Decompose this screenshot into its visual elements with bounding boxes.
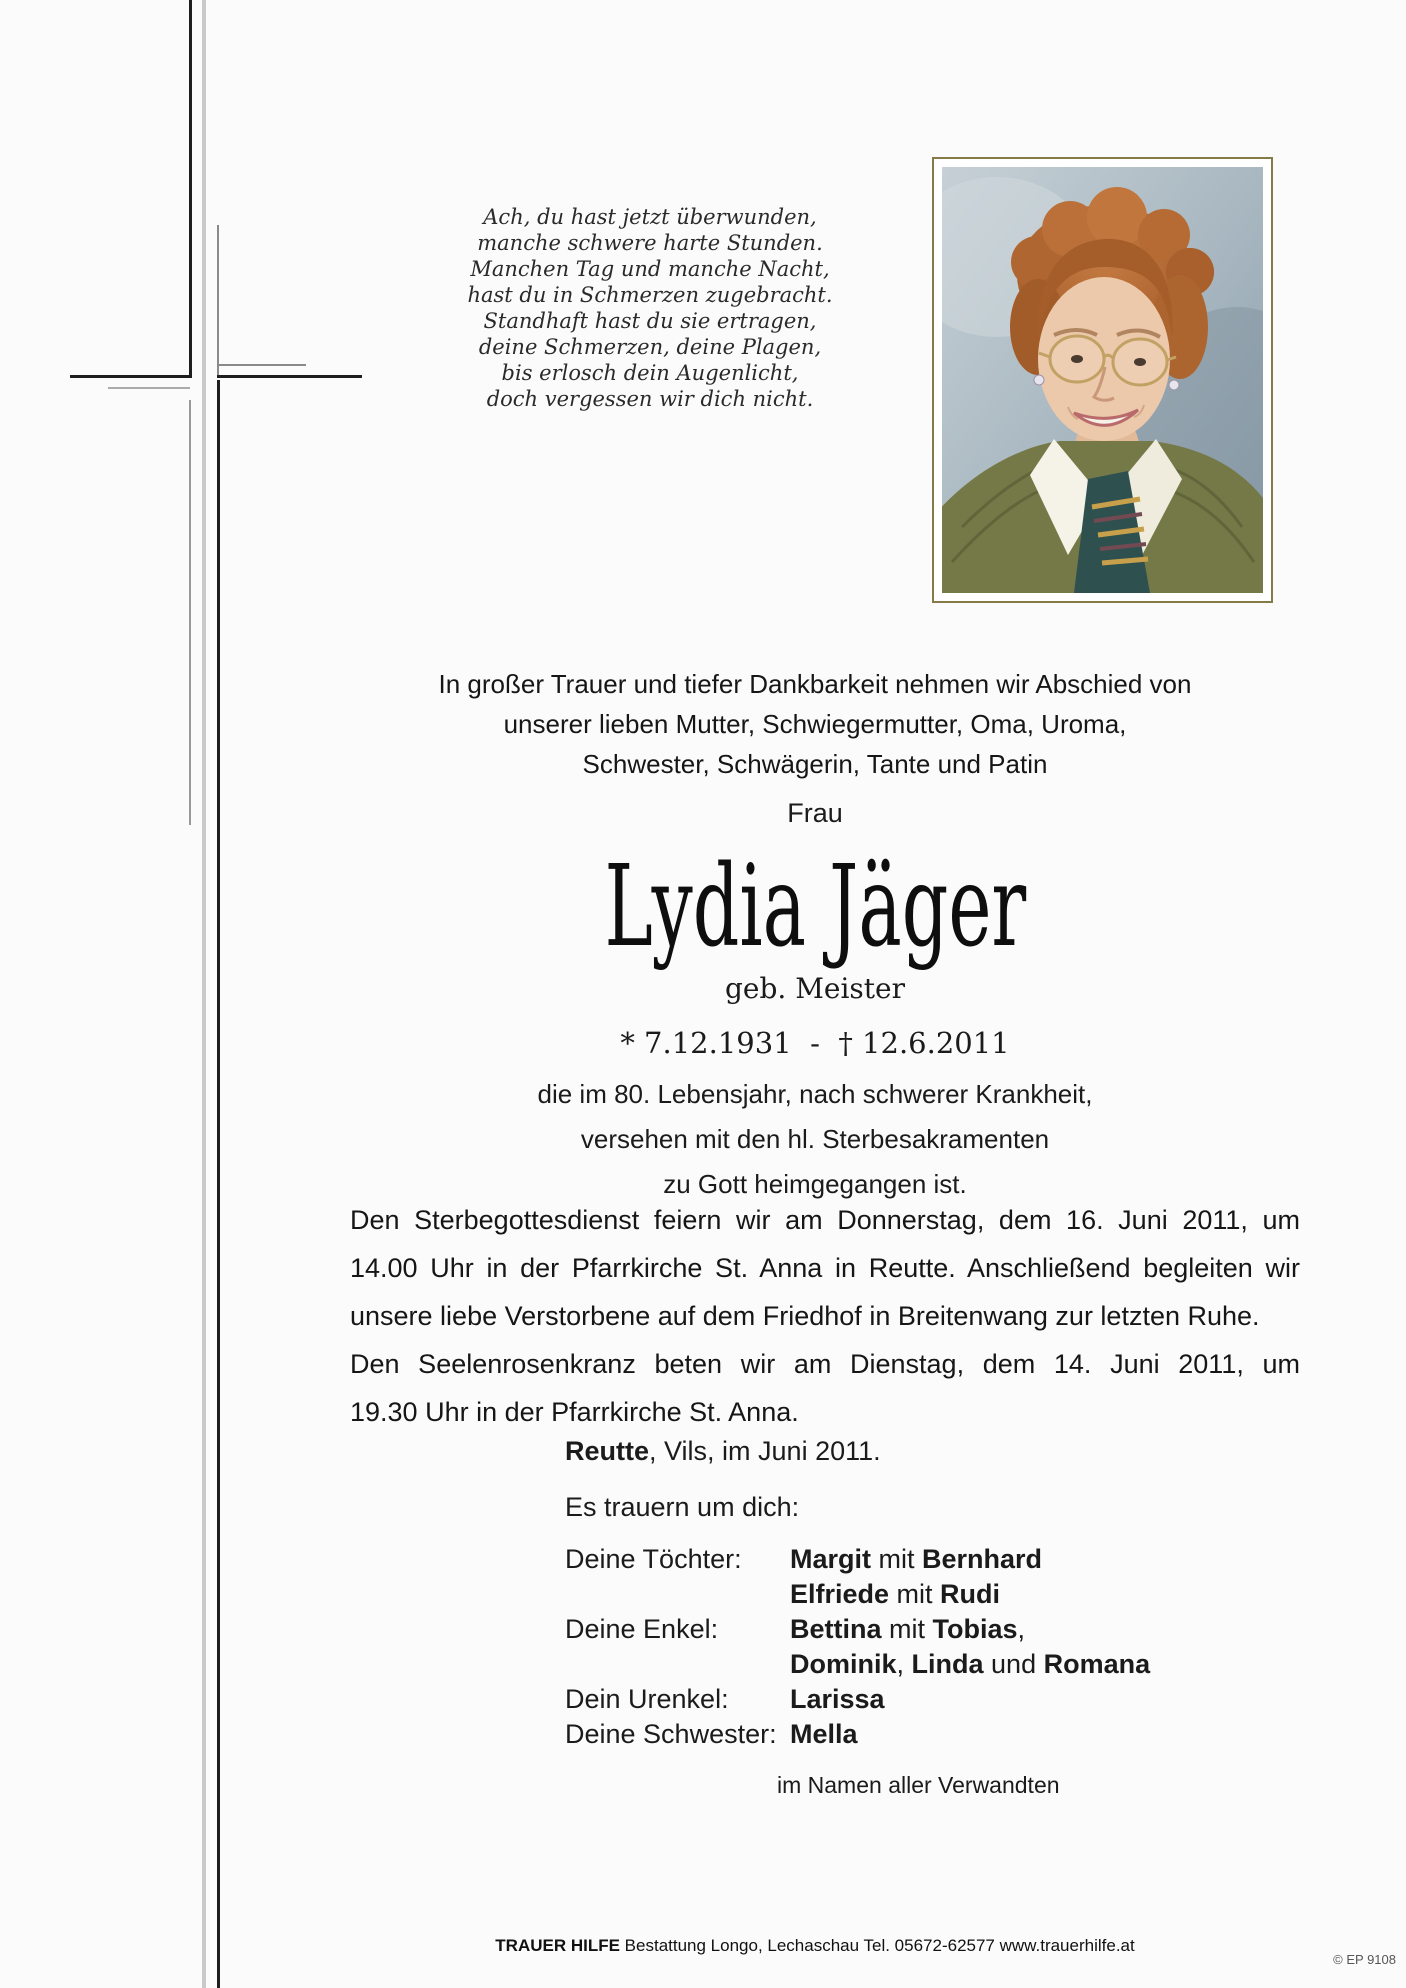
mourner-row bbox=[565, 1542, 1150, 1577]
mourner-names bbox=[790, 1682, 885, 1717]
mourner-relation-label: Deine Enkel: bbox=[565, 1614, 719, 1644]
mourner-row bbox=[565, 1647, 1150, 1682]
place-city: Reutte bbox=[565, 1436, 650, 1466]
mourner-names bbox=[790, 1717, 858, 1752]
poem-block bbox=[460, 204, 840, 412]
cross-line-vertical-black-bottom bbox=[217, 380, 220, 1988]
funeral-home-footer bbox=[340, 1936, 1290, 1956]
mourner-name: Bernhard bbox=[922, 1544, 1043, 1574]
place-rest: , Vils, im Juni 2011. bbox=[649, 1436, 881, 1466]
mourner-row bbox=[565, 1612, 1150, 1647]
cross-line-vertical-black-top bbox=[189, 0, 192, 378]
deceased-name: Lydia Jäger bbox=[604, 842, 1026, 972]
salutation: Frau bbox=[787, 798, 843, 828]
mourner-name: Bettina bbox=[790, 1614, 882, 1644]
mourner-name: Elfriede bbox=[790, 1579, 890, 1609]
mourner-relation-label: Deine Töchter: bbox=[565, 1544, 742, 1574]
mourner-name: Romana bbox=[1043, 1649, 1151, 1679]
cross-line-horizontal-black-right bbox=[217, 375, 362, 378]
mourner-connector: mit bbox=[871, 1544, 922, 1574]
passing-line: zu Gott heimgegangen ist. bbox=[663, 1169, 967, 1199]
mourner-names bbox=[790, 1647, 1150, 1682]
paragraph-line: unsere liebe Verstorbene auf dem Friedhof in Breitenwang zur letzten Ruhe. bbox=[350, 1301, 1260, 1331]
mourner-relation-label bbox=[565, 1577, 790, 1612]
place-date-line bbox=[565, 1436, 881, 1467]
rosary-paragraph bbox=[350, 1340, 1300, 1436]
deceased-portrait-image bbox=[942, 167, 1263, 593]
cross-line-horizontal-black-left bbox=[70, 375, 192, 378]
poem-line: Ach, du hast jetzt überwunden, bbox=[483, 205, 817, 229]
photo-frame bbox=[932, 157, 1273, 603]
poem-line: manche schwere harte Stunden. bbox=[477, 231, 823, 255]
passing-line: die im 80. Lebensjahr, nach schwerer Krankheit, bbox=[537, 1079, 1093, 1109]
funeral-home-brand: TRAUER HILFE bbox=[495, 1936, 620, 1955]
mourner-connector: mit bbox=[889, 1579, 941, 1609]
intro-block bbox=[340, 664, 1290, 784]
passing-block bbox=[340, 1072, 1290, 1207]
poem-line: hast du in Schmerzen zugebracht. bbox=[467, 283, 833, 307]
cross-line-horizontal-gray-lower-left bbox=[108, 387, 190, 389]
mourner-names bbox=[790, 1577, 1000, 1612]
cross-line-vertical-gray-left-lower bbox=[189, 400, 191, 825]
intro-line: unserer lieben Mutter, Schwiegermutter, Oma, Uroma, bbox=[503, 709, 1127, 739]
mourner-relation-label: Deine Schwester: bbox=[565, 1719, 777, 1749]
funeral-home-info: Bestattung Longo, Lechaschau Tel. 05672-62577 www.trauerhilfe.at bbox=[619, 1936, 1135, 1955]
print-code: © EP 9108 bbox=[1333, 1952, 1396, 1967]
paragraph-line: 19.30 Uhr in der Pfarrkirche St. Anna. bbox=[350, 1397, 799, 1427]
mourner-row bbox=[565, 1717, 1150, 1752]
mourner-name: Larissa bbox=[790, 1684, 885, 1714]
birth-death-dates: * 7.12.1931 - † 12.6.2011 bbox=[620, 1026, 1010, 1060]
mourner-connector: , bbox=[896, 1649, 912, 1679]
intro-line: In großer Trauer und tiefer Dankbarkeit nehmen wir Abschied von bbox=[438, 669, 1192, 699]
mourner-names bbox=[790, 1612, 1025, 1647]
mourner-connector: , bbox=[1017, 1614, 1026, 1644]
mourner-name: Rudi bbox=[940, 1579, 1001, 1609]
mourner-names bbox=[790, 1542, 1042, 1577]
mourner-connector: und bbox=[983, 1649, 1044, 1679]
mourner-relation-label: Dein Urenkel: bbox=[565, 1684, 729, 1714]
mourner-name: Margit bbox=[790, 1544, 871, 1574]
paragraph-line: Den Sterbegottesdienst feiern wir am Donnerstag, dem 16. Juni 2011, um bbox=[350, 1205, 1300, 1235]
mourner-name: Tobias bbox=[932, 1614, 1018, 1644]
mourner-name: Mella bbox=[790, 1719, 858, 1749]
funeral-service-paragraph bbox=[350, 1196, 1300, 1340]
closing-line: im Namen aller Verwandten bbox=[777, 1772, 1060, 1798]
deceased-name-wrap bbox=[340, 842, 1290, 978]
mourner-relation-label bbox=[565, 1647, 790, 1682]
paragraph-line: 14.00 Uhr in der Pfarrkirche St. Anna in Reutte. Anschließend begleiten wir bbox=[350, 1253, 1300, 1283]
passing-line: versehen mit den hl. Sterbesakramenten bbox=[580, 1124, 1050, 1154]
mourner-row bbox=[565, 1682, 1150, 1717]
paragraph-line: Den Seelenrosenkranz beten wir am Dienstag, dem 14. Juni 2011, um bbox=[350, 1349, 1300, 1379]
cross-line-vertical-gray-full bbox=[202, 0, 206, 1988]
poem-line: deine Schmerzen, deine Plagen, bbox=[478, 335, 822, 359]
poem-line: bis erlosch dein Augenlicht, bbox=[501, 361, 799, 385]
maiden-name: geb. Meister bbox=[725, 972, 905, 1005]
mourning-header: Es trauern um dich: bbox=[565, 1492, 800, 1522]
mourners-list bbox=[565, 1542, 1150, 1752]
cross-line-horizontal-gray-upper bbox=[218, 364, 306, 366]
cross-line-vertical-gray-right-upper bbox=[217, 225, 219, 375]
poem-line: Manchen Tag und manche Nacht, bbox=[470, 257, 830, 281]
mourner-name: Dominik bbox=[790, 1649, 897, 1679]
mourner-connector: mit bbox=[881, 1614, 933, 1644]
intro-line: Schwester, Schwägerin, Tante und Patin bbox=[582, 749, 1048, 779]
poem-line: doch vergessen wir dich nicht. bbox=[486, 387, 814, 411]
mourner-name: Linda bbox=[911, 1649, 984, 1679]
mourner-row bbox=[565, 1577, 1150, 1612]
poem-line: Standhaft hast du sie ertragen, bbox=[483, 309, 817, 333]
